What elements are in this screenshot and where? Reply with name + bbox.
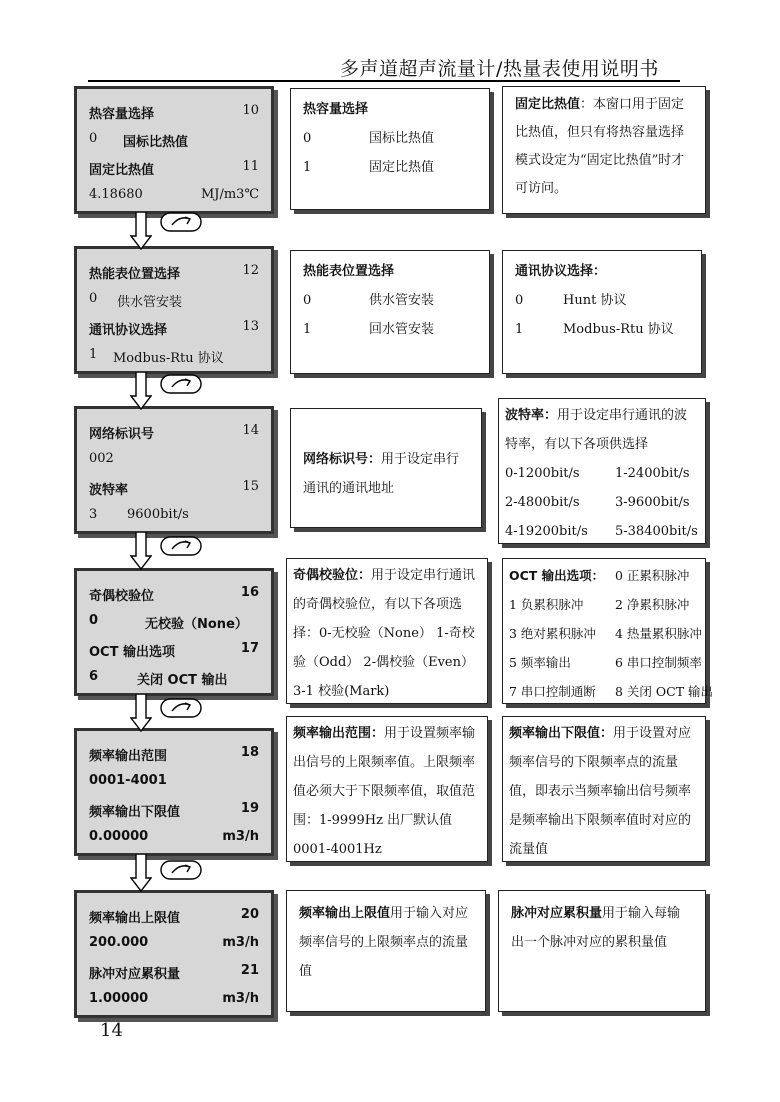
box-text: 用于设定串行通讯的通讯地址 — [303, 452, 460, 496]
lcd-value-text: 无校验（None） — [145, 617, 248, 632]
down-arrow-icon — [130, 212, 152, 250]
info-box-pulse-accumulation — [498, 890, 706, 1012]
lcd-unit: m3/h — [222, 991, 259, 1006]
lcd-value: 0 — [89, 131, 98, 146]
lcd-value: 0001-4001 — [89, 773, 167, 788]
window-number: 15 — [242, 479, 259, 494]
info-box-comm-protocol — [502, 250, 702, 374]
oct-option: 8 关闭 OCT 输出 — [615, 684, 714, 699]
lcd-unit: m3/h — [222, 829, 259, 844]
box-title: 波特率： — [505, 408, 558, 423]
enter-key-icon — [160, 536, 202, 556]
box-text: 用于设定串行通讯的奇偶校验位，有以下各项选择：0-无校验（None） 1-奇校验（Odd） 2-偶校验（Even） 3-1 校验(Mark) — [293, 568, 476, 699]
lcd-label: 通讯协议选择 — [89, 323, 168, 338]
lcd-label: 网络标识号 — [89, 427, 155, 442]
box-text: 用于输入对应频率信号的上限频率点的流量值 — [299, 906, 469, 979]
baud-option: 0-1200bit/s — [505, 466, 580, 481]
lcd-panel-window-14 — [74, 406, 274, 534]
window-number: 14 — [242, 423, 259, 438]
window-number: 12 — [242, 263, 259, 278]
option-text: 回水管安装 — [369, 322, 435, 337]
oct-option: 7 串口控制通断 — [509, 684, 596, 699]
box-text: 用于设定串行通讯的波特率，有以下各项供选择 — [505, 408, 688, 452]
down-arrow-icon — [130, 372, 152, 410]
oct-option: 0 正累积脉冲 — [615, 568, 690, 583]
lcd-value-text: 9600bit/s — [127, 507, 189, 522]
lcd-panel-window-16 — [74, 568, 274, 696]
lcd-panel-window-20 — [74, 890, 274, 1018]
lcd-unit: MJ/m3℃ — [200, 187, 259, 202]
window-number: 10 — [242, 103, 259, 118]
box-text: ：本窗口用于固定比热值，但只有将热容量选择模式设定为“固定比热值”时才可访问。 — [515, 97, 685, 196]
option-number: 1 — [515, 322, 524, 337]
option-text: 固定比热值 — [369, 160, 435, 175]
option-number: 0 — [303, 293, 312, 308]
info-box-frequency-upper-limit — [286, 890, 486, 1012]
lcd-panel-window-10 — [74, 86, 274, 214]
window-number: 21 — [240, 963, 259, 978]
box-title: 脉冲对应累积量 — [511, 906, 603, 921]
document-header-title: 多声道超声流量计/热量表使用说明书 — [340, 58, 659, 80]
baud-option: 1-2400bit/s — [615, 466, 690, 481]
oct-option: 2 净累积脉冲 — [615, 597, 690, 612]
baud-option: 4-19200bit/s — [505, 524, 588, 539]
oct-option: 1 负累积脉冲 — [509, 597, 584, 612]
lcd-unit: m3/h — [222, 935, 259, 950]
lcd-label: OCT 输出选项 — [89, 645, 175, 660]
info-box-heat-capacity — [290, 88, 490, 210]
box-title: 频率输出范围： — [293, 726, 385, 741]
window-number: 17 — [240, 641, 259, 656]
option-text: 国标比热值 — [369, 131, 435, 146]
lcd-value: 0.00000 — [89, 829, 149, 844]
lcd-label: 固定比热值 — [89, 163, 155, 178]
lcd-label: 波特率 — [89, 483, 129, 498]
option-number: 0 — [303, 131, 312, 146]
box-title: OCT 输出选项： — [509, 568, 605, 583]
lcd-value: 6 — [89, 669, 99, 684]
oct-option: 5 频率输出 — [509, 655, 571, 670]
option-number: 1 — [303, 322, 312, 337]
lcd-value: 200.000 — [89, 935, 149, 950]
box-title: 频率输出下限值： — [509, 726, 614, 741]
window-number: 19 — [240, 801, 259, 816]
page-number: 14 — [100, 1020, 123, 1041]
lcd-value: 1.00000 — [89, 991, 149, 1006]
baud-option: 2-4800bit/s — [505, 495, 580, 510]
window-number: 20 — [240, 907, 259, 922]
option-text: Hunt 协议 — [563, 293, 627, 308]
baud-option: 5-38400bit/s — [615, 524, 698, 539]
option-text: Modbus-Rtu 协议 — [563, 322, 674, 337]
info-box-fixed-specific-heat — [502, 86, 706, 214]
lcd-value-text: 供水管安装 — [117, 295, 183, 310]
enter-key-icon — [160, 860, 202, 880]
box-title: 固定比热值 — [515, 97, 581, 112]
oct-option: 4 热量累积脉冲 — [615, 626, 702, 641]
lcd-value: 1 — [89, 347, 98, 362]
window-number: 16 — [240, 585, 259, 600]
box-title: 通讯协议选择： — [515, 264, 607, 279]
window-number: 13 — [242, 319, 259, 334]
box-text: 用于输入每输出一个脉冲对应的累积量值 — [511, 906, 681, 950]
lcd-value: 3 — [89, 507, 98, 522]
box-title: 热能表位置选择 — [303, 264, 395, 279]
lcd-panel-window-18 — [74, 728, 274, 856]
down-arrow-icon — [130, 694, 152, 732]
box-text: 用于设置对应频率信号的下限频率点的流量值，即表示当频率输出信号频率是频率输出下限频率值时对应的流量值 — [509, 726, 692, 857]
baud-option: 3-9600bit/s — [615, 495, 690, 510]
box-title: 热容量选择 — [303, 102, 369, 117]
box-title: 奇偶校验位： — [293, 568, 372, 583]
lcd-value: 0 — [89, 613, 99, 628]
lcd-value-text: 关闭 OCT 输出 — [137, 673, 228, 688]
lcd-label: 脉冲对应累积量 — [89, 967, 181, 982]
lcd-label: 频率输出范围 — [89, 749, 168, 764]
info-box-meter-position — [290, 250, 490, 374]
option-number: 1 — [303, 160, 312, 175]
oct-option: 6 串口控制频率 — [615, 655, 702, 670]
window-number: 18 — [240, 745, 259, 760]
info-box-oct-output — [502, 558, 714, 704]
lcd-label: 热能表位置选择 — [89, 267, 181, 282]
box-title: 网络标识号： — [303, 452, 382, 467]
box-text: 用于设置频率输出信号的上限频率值。上限频率值必须大于下限频率值，取值范围：1-9999Hz 出厂默认值 0001-4001Hz — [293, 726, 476, 857]
lcd-label: 奇偶校验位 — [89, 589, 155, 604]
box-title: 频率输出上限值 — [299, 906, 391, 921]
lcd-value: 4.18680 — [89, 187, 143, 202]
oct-option: 3 绝对累积脉冲 — [509, 626, 596, 641]
option-number: 0 — [515, 293, 524, 308]
header-rule — [88, 80, 680, 82]
lcd-panel-window-12 — [74, 246, 274, 374]
lcd-value: 0 — [89, 291, 98, 306]
lcd-value: 002 — [89, 451, 114, 466]
window-number: 11 — [242, 159, 259, 174]
info-box-network-id — [290, 408, 482, 528]
info-box-frequency-lower-limit — [502, 716, 706, 862]
option-text: 供水管安装 — [369, 293, 435, 308]
info-box-parity — [286, 558, 488, 704]
enter-key-icon — [160, 374, 202, 394]
lcd-value-text: 国标比热值 — [123, 135, 189, 150]
lcd-label: 频率输出下限值 — [89, 805, 181, 820]
lcd-label: 频率输出上限值 — [89, 911, 181, 926]
enter-key-icon — [160, 698, 202, 718]
info-box-frequency-range — [286, 716, 488, 862]
enter-key-icon — [160, 212, 202, 232]
down-arrow-icon — [130, 854, 152, 892]
lcd-value-text: Modbus-Rtu 协议 — [113, 351, 224, 366]
lcd-label: 热容量选择 — [89, 107, 155, 122]
down-arrow-icon — [130, 532, 152, 570]
info-box-baud-rate — [498, 398, 706, 544]
